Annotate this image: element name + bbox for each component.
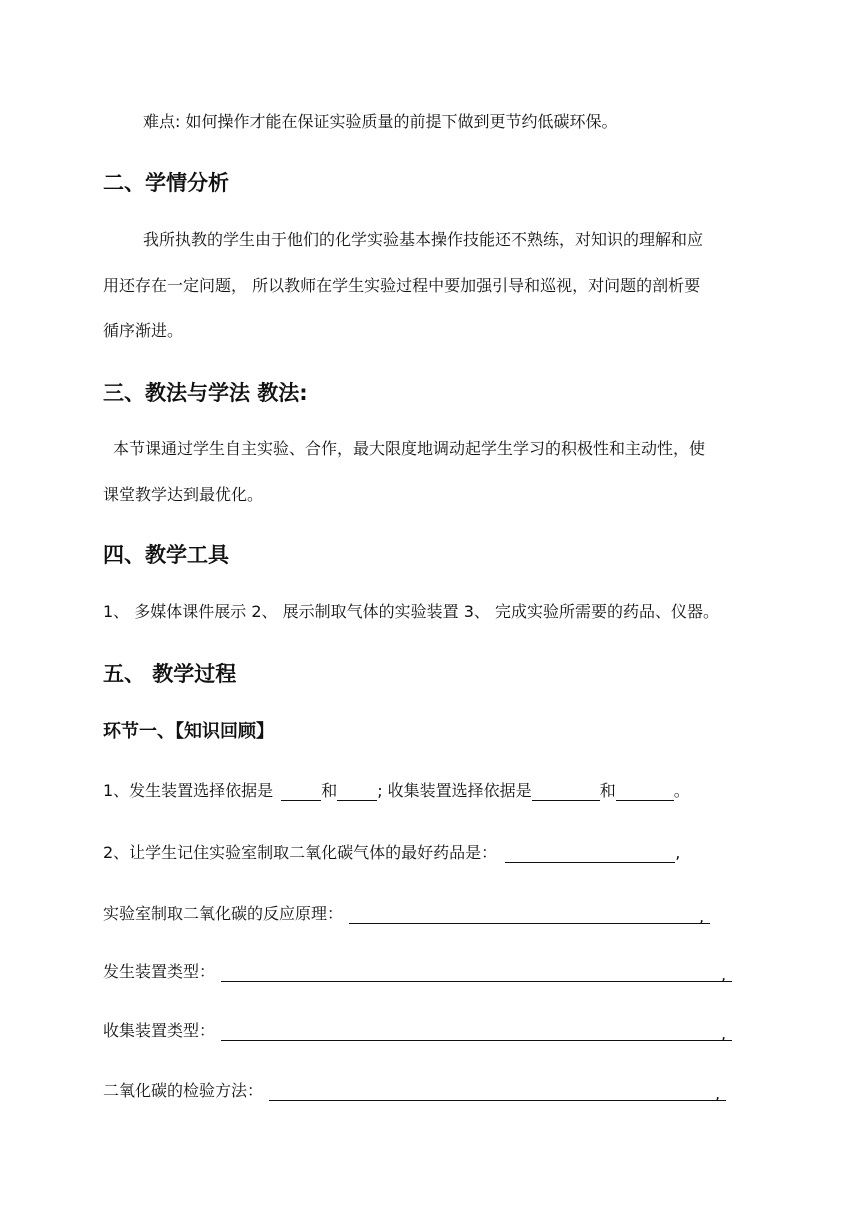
blank-6[interactable] xyxy=(349,907,699,924)
blank-1[interactable] xyxy=(281,784,321,801)
question-1-text-c: ; 收集装置选择依据是 xyxy=(377,781,532,800)
question-2-text: 2、让学生记住实验室制取二氧化碳气体的最好药品是： xyxy=(103,843,498,862)
section-2-paragraph-line-2: 用还存在一定问题， 所以教师在学生实验过程中要加强引导和巡视，对问题的剖析要 xyxy=(103,276,701,295)
blank-5[interactable] xyxy=(505,846,675,863)
question-3 xyxy=(103,904,710,924)
section-2-paragraph-line-1: 我所执教的学生由于他们的化学实验基本操作技能还不熟练，对知识的理解和应 xyxy=(143,230,704,249)
section-3-heading: 三、教法与学法 教法: xyxy=(103,381,308,405)
question-1 xyxy=(103,781,690,801)
question-1-text-e: 。 xyxy=(673,781,690,800)
section-5-heading: 五、 教学过程 xyxy=(103,662,237,686)
question-1-text-b: 和 xyxy=(321,781,338,800)
section-2-heading: 二、学情分析 xyxy=(103,171,229,195)
blank-2[interactable] xyxy=(337,784,377,801)
blank-4[interactable] xyxy=(616,784,674,801)
question-6 xyxy=(103,1081,726,1101)
question-5-text: 收集装置类型： xyxy=(103,1021,216,1040)
question-2-end: , xyxy=(675,843,681,862)
section-4-heading: 四、教学工具 xyxy=(103,543,229,567)
question-4-text: 发生装置类型： xyxy=(103,962,216,981)
question-6-end: , xyxy=(715,1084,726,1101)
section-4-tools-line: 1、 多媒体课件展示 2、 展示制取气体的实验装置 3、 完成实验所需要的药品、仪器。 xyxy=(103,602,719,621)
section-3-paragraph-line-2: 课堂教学达到最优化。 xyxy=(103,485,264,504)
question-4-end: , xyxy=(721,965,732,982)
blank-8[interactable] xyxy=(221,1024,721,1041)
subsection-1-heading: 环节一、【知识回顾】 xyxy=(103,721,274,742)
difficulty-text: 难点: 如何操作才能在保证实验质量的前提下做到更节约低碳环保。 xyxy=(143,112,618,131)
question-3-end: , xyxy=(699,907,710,924)
question-2 xyxy=(103,843,680,863)
blank-9[interactable] xyxy=(269,1084,715,1101)
blank-7[interactable] xyxy=(221,965,721,982)
question-5 xyxy=(103,1021,732,1041)
question-3-text: 实验室制取二氧化碳的反应原理： xyxy=(103,904,344,923)
question-4 xyxy=(103,962,732,982)
question-6-text: 二氧化碳的检验方法： xyxy=(103,1081,264,1100)
question-1-text-a: 1、发生装置选择依据是 xyxy=(103,781,274,800)
blank-3[interactable] xyxy=(532,784,600,801)
question-5-end: , xyxy=(721,1024,732,1041)
section-2-paragraph-line-3: 循序渐进。 xyxy=(103,321,184,340)
section-3-paragraph-line-1: 本节课通过学生自主实验、合作，最大限度地调动起学生学习的积极性和主动性，使 xyxy=(113,439,706,458)
question-1-text-d: 和 xyxy=(599,781,616,800)
